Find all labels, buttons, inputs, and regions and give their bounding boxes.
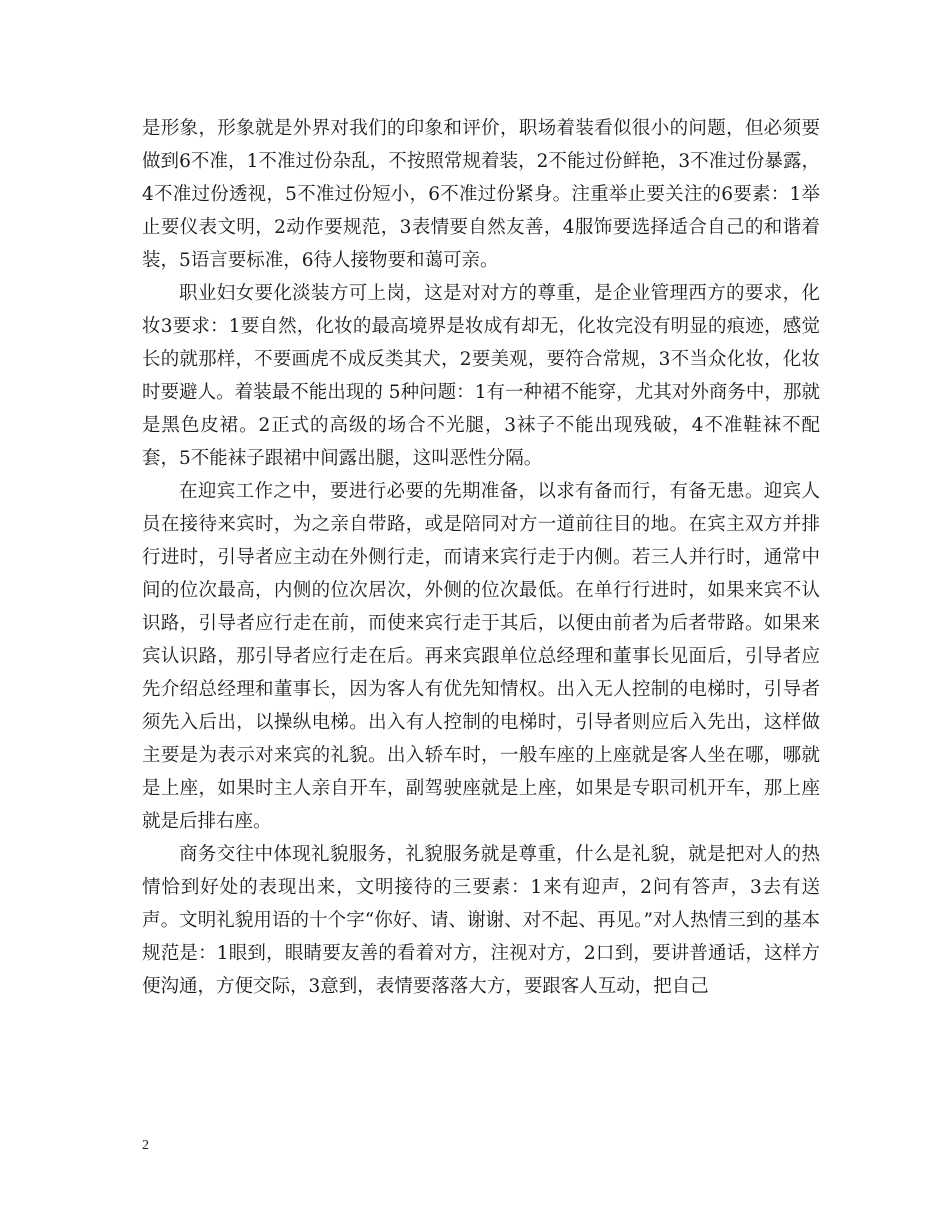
paragraph-2: 职业妇女要化淡装方可上岗，这是对对方的尊重，是企业管理西方的要求，化妆3要求：1要自然，化妆的最高境界是妆成有却无，化妆完没有明显的痕迹，感觉长的就那样，不要画虎不成反类其犬，2要美观，要符合常规，3不当众化妆，化妆时要避人。着装最不能出现的 5种问题：1有一种裙不能穿，尤其对外商务中，那就是黑色皮裙。2正式的高级的场合不光腿，3袜子不能出现残破，4不准鞋袜不配套，5不能袜子跟裙中间露出腿，这叫恶性分隔。 (142, 283, 820, 469)
paragraph-1: 是形象，形象就是外界对我们的印象和评价，职场着装看似很小的问题，但必须要做到6不准，1不准过份杂乱，不按照常规着装，2不能过份鲜艳，3不准过份暴露，4不准过份透视，5不准过份短小，6不准过份紧身。注重举止要关注的6要素：1举止要仪表文明，2动作要规范，3表情要自然友善，4服饰要选择适合自己的和谐着装，5语言要标准，6待人接物要和蔼可亲。 (142, 118, 820, 271)
paragraph-4: 商务交往中体现礼貌服务，礼貌服务就是尊重，什么是礼貌，就是把对人的热情恰到好处的表现出来，文明接待的三要素：1来有迎声，2问有答声，3去有送声。文明礼貌用语的十个字“你好、请、谢谢、对不起、再见。”对人热情三到的基本规范是：1眼到，眼睛要友善的看着对方，注视对方，2口到，要讲普通话，这样方便沟通，方便交际，3意到，表情要落落大方，要跟客人互动，把自己 (142, 844, 820, 997)
page-number: 2 (142, 1138, 149, 1153)
document-body (142, 112, 820, 1003)
paragraph-3: 在迎宾工作之中，要进行必要的先期准备，以求有备而行，有备无患。迎宾人员在接待来宾时，为之亲自带路，或是陪同对方一道前往目的地。在宾主双方并排行进时，引导者应主动在外侧行走，而请来宾行走于内侧。若三人并行时，通常中间的位次最高，内侧的位次居次，外侧的位次最低。在单行行进时，如果来宾不认识路，引导者应行走在前，而使来宾行走于其后，以便由前者为后者带路。如果来宾认识路，那引导者应行走在后。再来宾跟单位总经理和董事长见面后，引导者应先介绍总经理和董事长，因为客人有优先知情权。出入无人控制的电梯时，引导者须先入后出，以操纵电梯。出入有人控制的电梯时，引导者则应后入先出，这样做主要是为表示对来宾的礼貌。出入轿车时，一般车座的上座就是客人坐在哪，哪就是上座，如果时主人亲自开车，副驾驶座就是上座，如果是专职司机开车，那上座就是后排右座。 (142, 481, 820, 832)
